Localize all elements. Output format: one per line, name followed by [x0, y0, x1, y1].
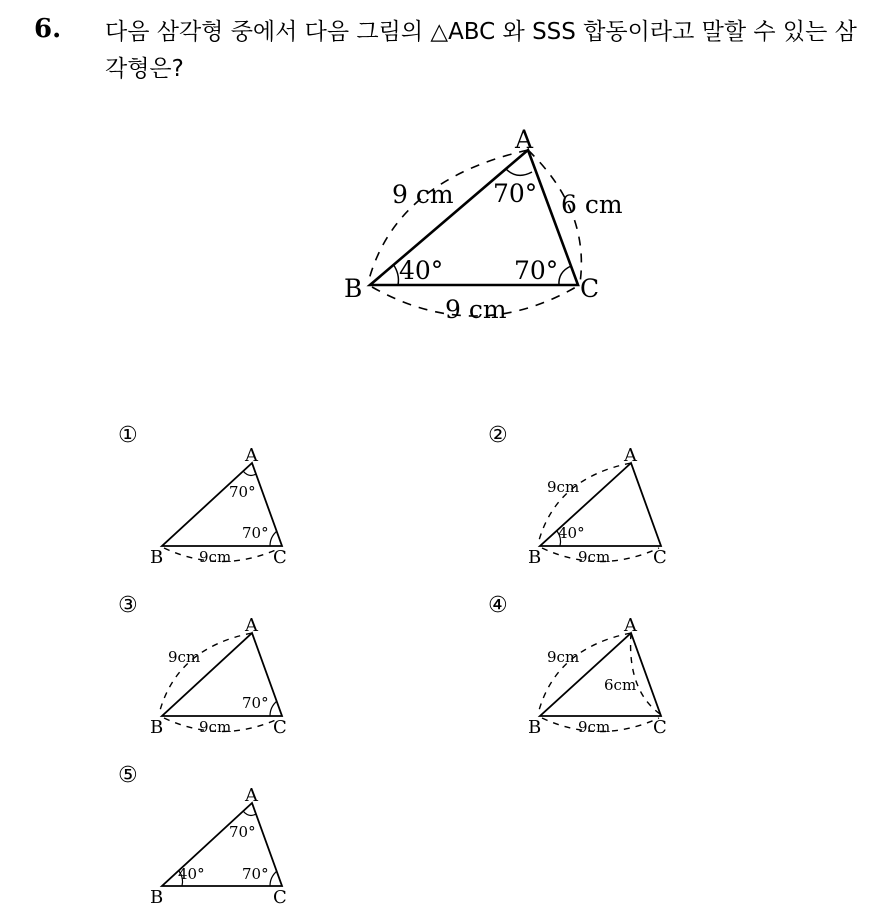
choice-3-arc-c — [270, 701, 277, 716]
choice-4-vertex-b: B — [528, 717, 542, 738]
choice-2-side-bc: 9cm — [578, 548, 611, 566]
choice-4-vertex-a: A — [624, 615, 637, 636]
angle-arc-c — [559, 266, 571, 285]
main-triangle-figure — [344, 125, 623, 324]
choice-5-marker: ⑤ — [118, 763, 138, 788]
choice-1-arc-c — [270, 531, 277, 546]
angle-arc-b — [393, 264, 398, 285]
choice-5-vertex-a: A — [245, 785, 258, 806]
choice-5-vertex-b: B — [150, 887, 164, 908]
choice-5-angle-b: 40° — [178, 865, 205, 883]
choice-1-arc-a — [243, 471, 256, 475]
side-ab-label: 9 cm — [392, 180, 454, 209]
choice-2-marker: ② — [488, 423, 508, 448]
choice-2-vertex-c: C — [653, 547, 667, 568]
choice-4-vertex-c: C — [653, 717, 667, 738]
choice-5-angle-c: 70° — [242, 865, 269, 883]
choice-2-vertex-b: B — [528, 547, 542, 568]
choice-1-side-bc: 9cm — [199, 548, 232, 566]
choice-4[interactable] — [488, 593, 667, 738]
side-ac-label: 6 cm — [561, 190, 623, 219]
choice-5-vertex-c: C — [273, 887, 287, 908]
angle-b-label: 40° — [399, 256, 444, 285]
choice-5-arc-c — [270, 871, 277, 886]
choice-5[interactable] — [118, 763, 287, 908]
choice-5-angle-a: 70° — [229, 823, 256, 841]
angle-arc-a — [506, 169, 532, 175]
choice-1-vertex-a: A — [245, 445, 258, 466]
choice-2-angle-b: 40° — [558, 524, 585, 542]
choice-3-vertex-b: B — [150, 717, 164, 738]
choice-3-marker: ③ — [118, 593, 138, 618]
choice-3-angle-c: 70° — [242, 694, 269, 712]
choice-3-side-bc: 9cm — [199, 718, 232, 736]
choice-4-triangle — [540, 633, 661, 716]
choice-2[interactable] — [488, 423, 667, 568]
choice-3-vertex-a: A — [245, 615, 258, 636]
choice-1-marker: ① — [118, 423, 138, 448]
question-number: 6. — [34, 14, 62, 44]
vertex-c-label: C — [580, 274, 600, 303]
choice-4-side-bc: 9cm — [578, 718, 611, 736]
choice-3-vertex-c: C — [273, 717, 287, 738]
vertex-b-label: B — [344, 274, 363, 303]
vertex-a-label: A — [515, 125, 534, 154]
side-bc-label: 9 cm — [445, 295, 507, 324]
choice-3-side-ab: 9cm — [168, 648, 201, 666]
choice-5-arc-a — [243, 811, 256, 815]
choice-4-side-ac: 6cm — [604, 676, 637, 694]
choice-1-angle-a: 70° — [229, 483, 256, 501]
choice-1-vertex-c: C — [273, 547, 287, 568]
question-text: 다음 삼각형 중에서 다음 그림의 △ABC 와 SSS 합동이라고 말할 수 있는 삼각형은? — [105, 19, 857, 82]
choice-4-marker: ④ — [488, 593, 508, 618]
choice-1-vertex-b: B — [150, 547, 164, 568]
angle-a-label: 70° — [493, 179, 538, 208]
choice-2-side-ab: 9cm — [547, 478, 580, 496]
choice-2-vertex-a: A — [624, 445, 637, 466]
angle-c-label: 70° — [514, 256, 559, 285]
choice-1[interactable] — [118, 423, 287, 568]
choice-3[interactable] — [118, 593, 287, 738]
choice-1-angle-c: 70° — [242, 524, 269, 542]
choice-4-side-ab: 9cm — [547, 648, 580, 666]
